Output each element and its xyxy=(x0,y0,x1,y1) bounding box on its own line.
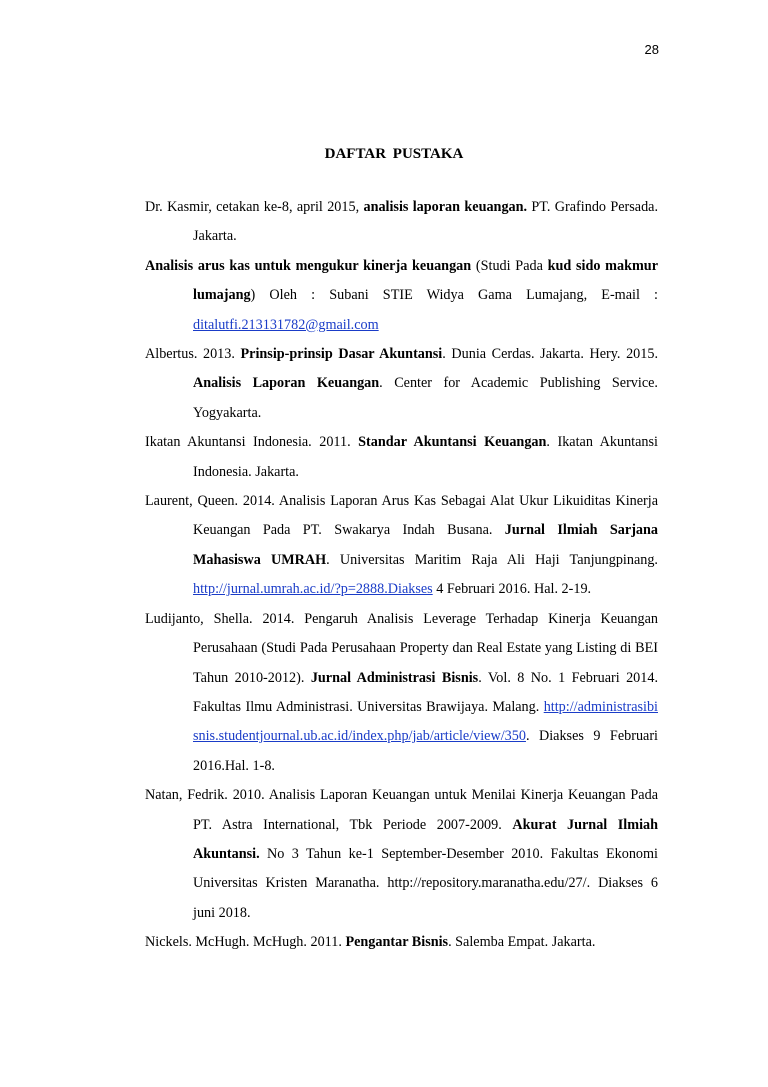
reference-entry: Analisis arus kas untuk mengukur kinerja keuangan (Studi Pada kud sido makmur lumajang) Oleh : Subani STIE Widya Gama Lumajang, E-mail : ditalutfi.213131782@gmail.com xyxy=(145,257,658,333)
reference-entry: Ikatan Akuntansi Indonesia. 2011. Standar Akuntansi Keuangan. Ikatan Akuntansi Indonesia. Jakarta. xyxy=(145,434,658,480)
reference-entry: Dr. Kasmir, cetakan ke-8, april 2015, analisis laporan keuangan. PT. Grafindo Persada. Jakarta. xyxy=(145,199,659,245)
reference-entry: Albertus. 2013. Prinsip-prinsip Dasar Akuntansi. Dunia Cerdas. Jakarta. Hery. 2015. Analisis Laporan Keuangan. Center for Academic Publishing Service. Yogyakarta. xyxy=(145,346,658,421)
email-link[interactable]: ditalutfi.213131782@gmail.com xyxy=(193,316,379,333)
reference-entry: Natan, Fedrik. 2010. Analisis Laporan Keuangan untuk Menilai Kinerja Keuangan Pada PT. Astra International, Tbk Periode 2007-2009. Akurat Jurnal Ilmiah Akuntansi. No 3 Tahun ke-1 September-Desember 2010. Fakultas Ekonomi Universitas Kristen Maranatha. http://repository.maranatha.edu/27/. Diakses 6 juni 2018. xyxy=(145,787,658,921)
page-number: 28 xyxy=(644,42,659,57)
reference-list xyxy=(145,193,658,958)
page-title: DAFTAR PUSTAKA xyxy=(324,146,464,162)
reference-entry: Nickels. McHugh. McHugh. 2011. Pengantar Bisnis. Salemba Empat. Jakarta. xyxy=(145,934,596,951)
reference-entry: Ludijanto, Shella. 2014. Pengaruh Analisis Leverage Terhadap Kinerja Keuangan Perusahaan (Studi Pada Perusahaan Property dan Real Estate yang Listing di BEI Tahun 2010-2012). Jurnal Administrasi Bisnis. Vol. 8 No. 1 Februari 2014. Fakultas Ilmu Administrasi. Universitas Brawijaya. Malang. http://administrasibisnis.studentjournal.ub.ac.id/index.php/jab/article/view/350. Diakses 9 Februari 2016.Hal. 1-8. xyxy=(145,610,658,774)
journal-link[interactable]: http://administrasibisnis.studentjournal.ub.ac.id/index.php/jab/article/view/350 xyxy=(193,698,658,745)
journal-link[interactable]: http://jurnal.umrah.ac.id/?p=2888.Diakses xyxy=(193,581,433,598)
reference-entry: Laurent, Queen. 2014. Analisis Laporan Arus Kas Sebagai Alat Ukur Likuiditas Kinerja Keuangan Pada PT. Swakarya Indah Busana. Jurnal Ilmiah Sarjana Mahasiswa UMRAH. Universitas Maritim Raja Ali Haji Tanjungpinang. http://jurnal.umrah.ac.id/?p=2888.Diakses 4 Februari 2016. Hal. 2-19. xyxy=(145,493,658,598)
